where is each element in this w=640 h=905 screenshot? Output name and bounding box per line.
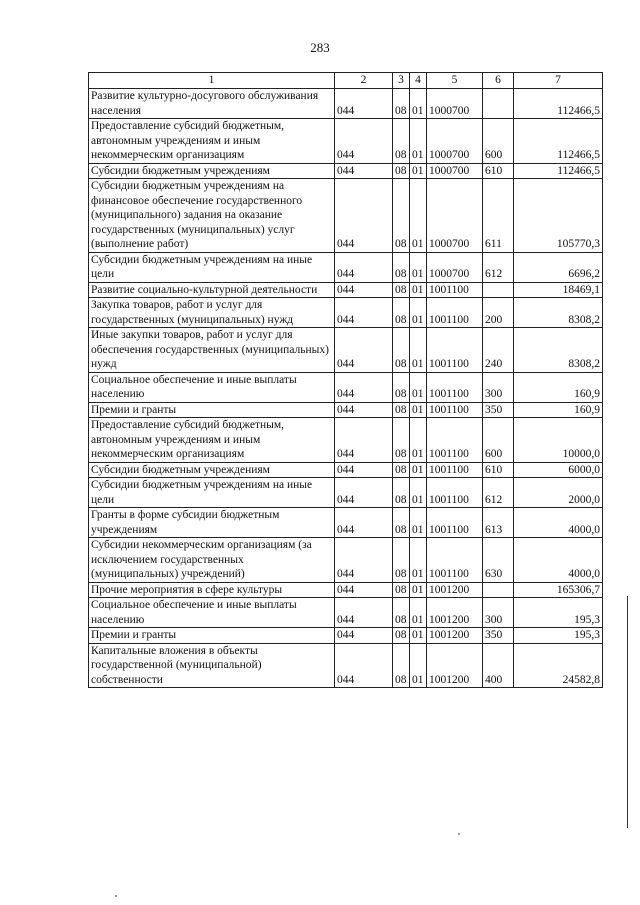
row-amount-cell: 195,3 bbox=[514, 628, 603, 644]
column-header: 6 bbox=[483, 73, 514, 89]
row-code-cell: 044 bbox=[335, 179, 393, 253]
row-code-cell: 01 bbox=[410, 643, 427, 688]
row-code-cell: 630 bbox=[483, 538, 514, 583]
row-amount-cell: 6000,0 bbox=[514, 462, 603, 478]
table-row bbox=[89, 598, 603, 628]
row-name-cell: Развитие культурно-досугового обслуживания населения bbox=[89, 89, 335, 119]
row-amount-cell: 10000,0 bbox=[514, 418, 603, 463]
column-header: 4 bbox=[410, 73, 427, 89]
row-name-cell: Предоставление субсидий бюджетным, автономным учреждениям и иным некоммерческим организациям bbox=[89, 418, 335, 463]
row-code-cell: 01 bbox=[410, 582, 427, 598]
table-row bbox=[89, 372, 603, 402]
row-code-cell: 300 bbox=[483, 372, 514, 402]
row-amount-cell: 105770,3 bbox=[514, 179, 603, 253]
row-code-cell: 01 bbox=[410, 89, 427, 119]
row-code-cell: 08 bbox=[393, 163, 410, 179]
row-code-cell: 08 bbox=[393, 462, 410, 478]
row-code-cell: 08 bbox=[393, 582, 410, 598]
header-row bbox=[89, 73, 603, 89]
row-code-cell: 01 bbox=[410, 282, 427, 298]
row-code-cell: 044 bbox=[335, 582, 393, 598]
row-name-cell: Субсидии бюджетным учреждениям bbox=[89, 163, 335, 179]
row-code-cell: 01 bbox=[410, 119, 427, 164]
table-row bbox=[89, 402, 603, 418]
row-code-cell: 08 bbox=[393, 282, 410, 298]
row-name-cell: Предоставление субсидий бюджетным, автономным учреждениям и иным некоммерческим организациям bbox=[89, 119, 335, 164]
row-amount-cell: 8308,2 bbox=[514, 298, 603, 328]
row-code-cell: 612 bbox=[483, 252, 514, 282]
row-code-cell: 1001100 bbox=[427, 478, 483, 508]
table-row bbox=[89, 478, 603, 508]
row-amount-cell: 112466,5 bbox=[514, 89, 603, 119]
row-code-cell: 01 bbox=[410, 372, 427, 402]
table-row bbox=[89, 89, 603, 119]
row-code-cell: 01 bbox=[410, 462, 427, 478]
row-amount-cell: 112466,5 bbox=[514, 119, 603, 164]
row-code-cell: 1001100 bbox=[427, 462, 483, 478]
row-code-cell: 1001200 bbox=[427, 582, 483, 598]
row-amount-cell: 112466,5 bbox=[514, 163, 603, 179]
row-code-cell: 01 bbox=[410, 478, 427, 508]
row-code-cell: 1001100 bbox=[427, 508, 483, 538]
row-code-cell: 600 bbox=[483, 418, 514, 463]
row-code-cell: 044 bbox=[335, 478, 393, 508]
column-header: 3 bbox=[393, 73, 410, 89]
column-header: 1 bbox=[89, 73, 335, 89]
budget-table bbox=[88, 72, 603, 688]
row-code-cell: 08 bbox=[393, 628, 410, 644]
row-name-cell: Развитие социально-культурной деятельности bbox=[89, 282, 335, 298]
row-code-cell: 01 bbox=[410, 163, 427, 179]
row-code-cell: 01 bbox=[410, 179, 427, 253]
row-code-cell: 613 bbox=[483, 508, 514, 538]
table-row bbox=[89, 252, 603, 282]
row-code-cell: 200 bbox=[483, 298, 514, 328]
row-code-cell: 1001100 bbox=[427, 538, 483, 583]
row-code-cell: 611 bbox=[483, 179, 514, 253]
row-amount-cell: 6696,2 bbox=[514, 252, 603, 282]
row-code-cell: 08 bbox=[393, 298, 410, 328]
row-name-cell: Субсидии бюджетным учреждениям на иные цели bbox=[89, 252, 335, 282]
row-name-cell: Закупка товаров, работ и услуг для государственных (муниципальных) нужд bbox=[89, 298, 335, 328]
row-name-cell: Субсидии бюджетным учреждениям на иные цели bbox=[89, 478, 335, 508]
row-code-cell: 044 bbox=[335, 628, 393, 644]
row-code-cell: 01 bbox=[410, 328, 427, 373]
row-code-cell: 01 bbox=[410, 628, 427, 644]
row-code-cell: 1001100 bbox=[427, 282, 483, 298]
row-code-cell: 08 bbox=[393, 89, 410, 119]
row-code-cell: 044 bbox=[335, 298, 393, 328]
row-code-cell: 01 bbox=[410, 508, 427, 538]
row-code-cell: 044 bbox=[335, 252, 393, 282]
row-code-cell: 1001200 bbox=[427, 643, 483, 688]
row-code-cell: 044 bbox=[335, 328, 393, 373]
row-code-cell: 044 bbox=[335, 119, 393, 164]
row-code-cell: 1001100 bbox=[427, 372, 483, 402]
row-code-cell: 1001200 bbox=[427, 598, 483, 628]
scan-speck bbox=[458, 833, 460, 835]
row-code-cell: 08 bbox=[393, 402, 410, 418]
row-code-cell: 1001200 bbox=[427, 628, 483, 644]
row-code-cell: 044 bbox=[335, 508, 393, 538]
row-code-cell: 044 bbox=[335, 163, 393, 179]
row-name-cell: Премии и гранты bbox=[89, 628, 335, 644]
row-code-cell: 600 bbox=[483, 119, 514, 164]
row-code-cell: 08 bbox=[393, 478, 410, 508]
row-code-cell: 01 bbox=[410, 598, 427, 628]
row-name-cell: Гранты в форме субсидии бюджетным учреждениям bbox=[89, 508, 335, 538]
row-code-cell bbox=[483, 582, 514, 598]
table-row bbox=[89, 643, 603, 688]
row-code-cell: 08 bbox=[393, 328, 410, 373]
row-code-cell: 1001100 bbox=[427, 418, 483, 463]
row-code-cell: 1000700 bbox=[427, 179, 483, 253]
row-code-cell: 08 bbox=[393, 598, 410, 628]
table-row bbox=[89, 163, 603, 179]
row-code-cell: 01 bbox=[410, 538, 427, 583]
row-amount-cell: 160,9 bbox=[514, 402, 603, 418]
row-code-cell: 1001100 bbox=[427, 298, 483, 328]
row-amount-cell: 165306,7 bbox=[514, 582, 603, 598]
row-code-cell: 350 bbox=[483, 402, 514, 418]
row-code-cell: 1000700 bbox=[427, 163, 483, 179]
row-code-cell bbox=[483, 89, 514, 119]
row-amount-cell: 18469,1 bbox=[514, 282, 603, 298]
table-row bbox=[89, 298, 603, 328]
row-code-cell: 1000700 bbox=[427, 89, 483, 119]
row-name-cell: Субсидии некоммерческим организациям (за исключением государственных (муниципальных) учреждений) bbox=[89, 538, 335, 583]
row-code-cell bbox=[483, 282, 514, 298]
column-header: 2 bbox=[335, 73, 393, 89]
row-code-cell: 08 bbox=[393, 372, 410, 402]
row-code-cell: 044 bbox=[335, 372, 393, 402]
table-row bbox=[89, 282, 603, 298]
row-code-cell: 1000700 bbox=[427, 119, 483, 164]
row-amount-cell: 4000,0 bbox=[514, 538, 603, 583]
row-code-cell: 044 bbox=[335, 282, 393, 298]
row-code-cell: 1000700 bbox=[427, 252, 483, 282]
row-code-cell: 044 bbox=[335, 538, 393, 583]
row-name-cell: Иные закупки товаров, работ и услуг для обеспечения государственных (муниципальных) нужд bbox=[89, 328, 335, 373]
page-number: 283 bbox=[310, 40, 330, 55]
scan-edge-mark bbox=[627, 596, 628, 828]
column-header: 5 bbox=[427, 73, 483, 89]
table-row bbox=[89, 582, 603, 598]
table-row bbox=[89, 119, 603, 164]
row-code-cell: 044 bbox=[335, 89, 393, 119]
table-row bbox=[89, 179, 603, 253]
row-name-cell: Прочие мероприятия в сфере культуры bbox=[89, 582, 335, 598]
row-amount-cell: 195,3 bbox=[514, 598, 603, 628]
row-code-cell: 08 bbox=[393, 508, 410, 538]
row-code-cell: 300 bbox=[483, 598, 514, 628]
row-code-cell: 08 bbox=[393, 538, 410, 583]
row-amount-cell: 2000,0 bbox=[514, 478, 603, 508]
row-code-cell: 610 bbox=[483, 163, 514, 179]
column-header: 7 bbox=[514, 73, 603, 89]
row-name-cell: Социальное обеспечение и иные выплаты населению bbox=[89, 372, 335, 402]
table-row bbox=[89, 462, 603, 478]
row-code-cell: 612 bbox=[483, 478, 514, 508]
row-name-cell: Субсидии бюджетным учреждениям bbox=[89, 462, 335, 478]
row-name-cell: Субсидии бюджетным учреждениям на финансовое обеспечение государственного (муниципального) задания на оказание государственных (муниципальных) услуг (выполнение работ) bbox=[89, 179, 335, 253]
table-row bbox=[89, 538, 603, 583]
row-code-cell: 01 bbox=[410, 402, 427, 418]
row-code-cell: 044 bbox=[335, 462, 393, 478]
row-code-cell: 08 bbox=[393, 119, 410, 164]
row-name-cell: Капитальные вложения в объекты государственной (муниципальной) собственности bbox=[89, 643, 335, 688]
row-code-cell: 044 bbox=[335, 402, 393, 418]
row-code-cell: 1001100 bbox=[427, 328, 483, 373]
row-code-cell: 400 bbox=[483, 643, 514, 688]
row-name-cell: Социальное обеспечение и иные выплаты населению bbox=[89, 598, 335, 628]
row-amount-cell: 8308,2 bbox=[514, 328, 603, 373]
table-row bbox=[89, 328, 603, 373]
row-code-cell: 610 bbox=[483, 462, 514, 478]
row-code-cell: 044 bbox=[335, 418, 393, 463]
row-code-cell: 044 bbox=[335, 643, 393, 688]
scan-speck bbox=[115, 895, 117, 897]
row-code-cell: 1001100 bbox=[427, 402, 483, 418]
row-code-cell: 350 bbox=[483, 628, 514, 644]
table-row bbox=[89, 508, 603, 538]
row-code-cell: 240 bbox=[483, 328, 514, 373]
row-code-cell: 08 bbox=[393, 643, 410, 688]
row-code-cell: 08 bbox=[393, 418, 410, 463]
row-code-cell: 01 bbox=[410, 418, 427, 463]
row-code-cell: 01 bbox=[410, 252, 427, 282]
row-amount-cell: 4000,0 bbox=[514, 508, 603, 538]
row-code-cell: 044 bbox=[335, 598, 393, 628]
table-row bbox=[89, 628, 603, 644]
row-name-cell: Премии и гранты bbox=[89, 402, 335, 418]
row-amount-cell: 24582,8 bbox=[514, 643, 603, 688]
row-code-cell: 08 bbox=[393, 179, 410, 253]
row-code-cell: 01 bbox=[410, 298, 427, 328]
row-amount-cell: 160,9 bbox=[514, 372, 603, 402]
table-body bbox=[89, 89, 603, 688]
row-code-cell: 08 bbox=[393, 252, 410, 282]
table-row bbox=[89, 418, 603, 463]
